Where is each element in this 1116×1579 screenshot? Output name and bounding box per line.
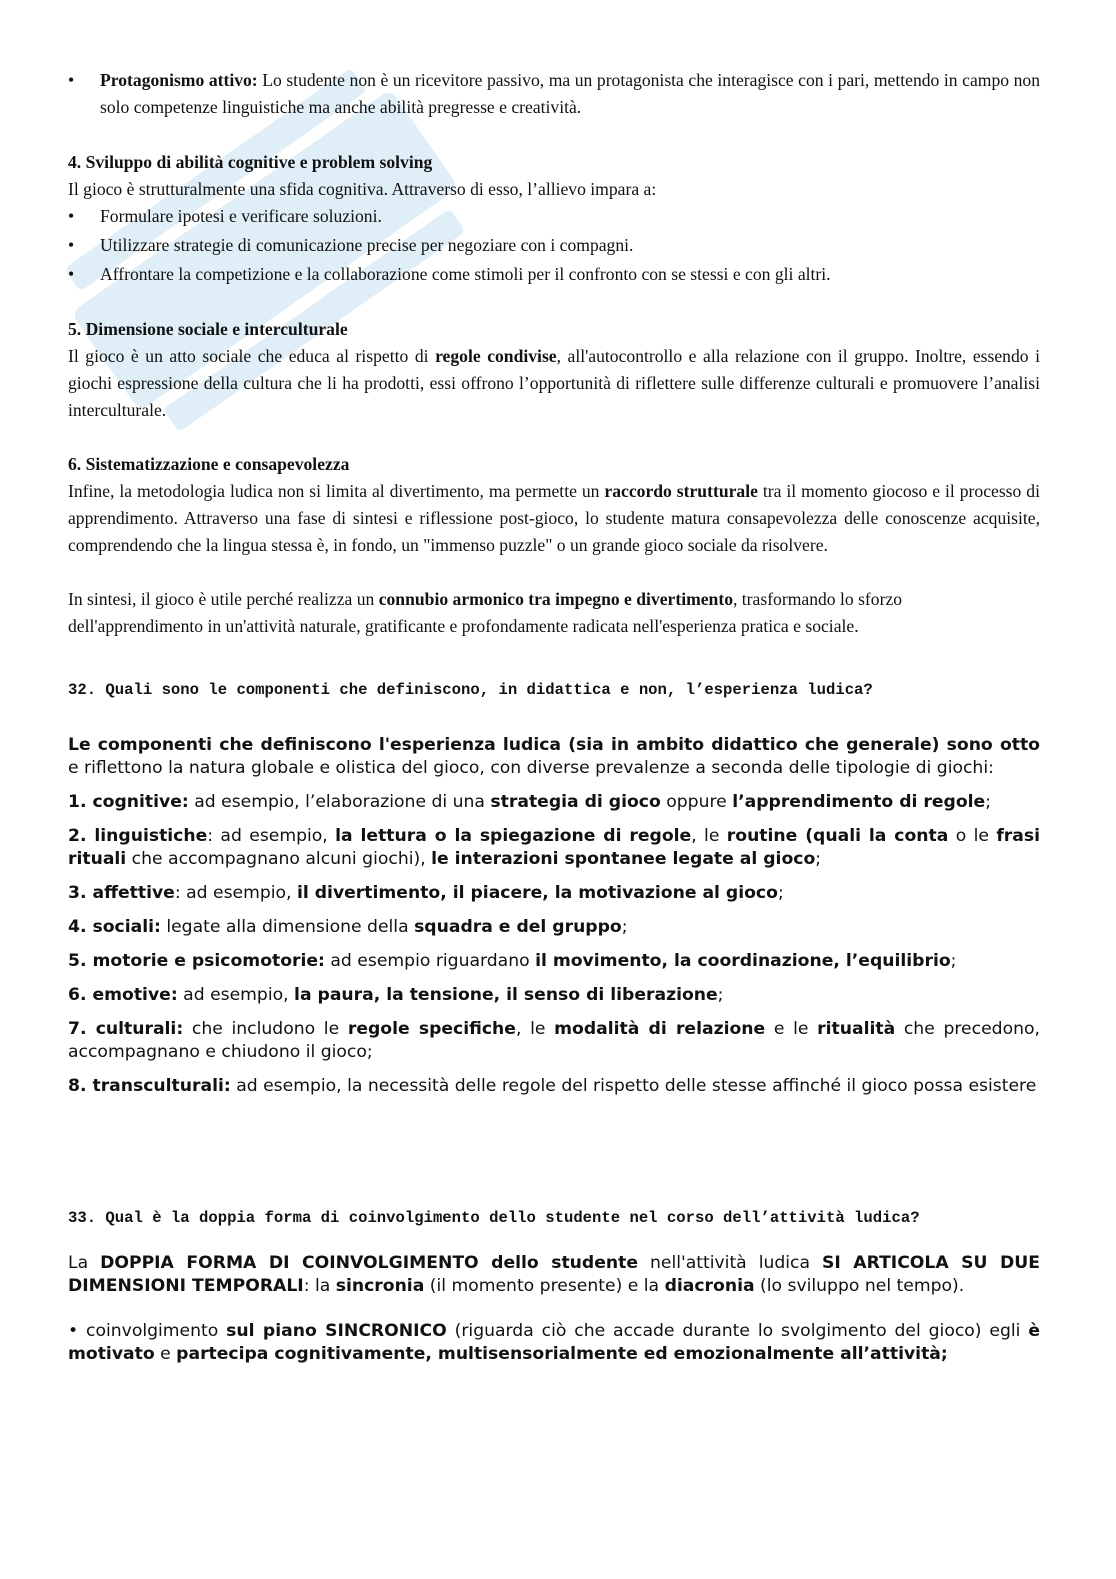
component-item: 1. cognitive: ad esempio, l’elaborazione di una strategia di gioco oppure l’apprendimento di regole; — [68, 792, 991, 812]
paragraph: Infine, la metodologia ludica non si limita al divertimento, ma permette un raccordo strutturale tra il momento giocoso e il processo di apprendimento. Attraverso una fase di sintesi e riflessione post-gioco, lo studente matura consapevolezza delle conoscenze acquisite, comprendendo che la lingua stessa è, in fondo, un "immenso puzzle" o un grande gioco sociale da risolvere. — [68, 481, 1040, 555]
item-text: Formulare ipotesi e verificare soluzioni. — [100, 206, 382, 226]
question-heading: 32. Quali sono le componenti che definiscono, in didattica e non, l’esperienza ludica? — [68, 681, 873, 699]
list-item — [68, 261, 1040, 288]
bullet-icon: • — [68, 70, 75, 90]
paragraph: Il gioco è un atto sociale che educa al rispetto di regole condivise, all'autocontrollo e alla relazione con il gruppo. Inoltre, essendo i giochi espressione della cultura che li ha prodotti, essi offrono l’opportunità di riflettere sulle differenze culturali e promuovere l’analisi interculturale. — [68, 346, 1040, 420]
answer-body — [68, 734, 1040, 1098]
component-item: 3. affettive: ad esempio, il divertimento, il piacere, la motivazione al gioco; — [68, 883, 784, 903]
question-heading: 33. Qual è la doppia forma di coinvolgimento dello studente nel corso dell’attività ludica? — [68, 1209, 920, 1227]
section-heading: 6. Sistematizzazione e consapevolezza — [68, 454, 350, 474]
item-text: Utilizzare strategie di comunicazione precise per negoziare con i compagni. — [100, 235, 634, 255]
section-heading: 4. Sviluppo di abilità cognitive e problem solving — [68, 152, 433, 172]
item-text: Affrontare la competizione e la collaborazione come stimoli per il confronto con se stessi e con gli altri. — [100, 264, 831, 284]
component-item: 2. linguistiche: ad esempio, la lettura o la spiegazione di regole, le routine (quali la conta o le frasi rituali che accompagnano alcuni giochi), le interazioni spontanee legate al gioco; — [68, 826, 1040, 869]
list-item — [68, 232, 1040, 259]
paragraph: In sintesi, il gioco è utile perché realizza un connubio armonico tra impegno e divertimento, trasformando lo sforzo dell'apprendimento in un'attività naturale, gratificante e profondamente radicata nell'esperienza pratica e sociale. — [68, 589, 903, 636]
answer-body — [68, 1252, 1040, 1366]
item-text: Lo studente non è un ricevitore passivo, ma un protagonista che interagisce con i pari, mettendo in campo non solo competenze linguistiche ma anche abilità pregresse e creatività. — [100, 70, 1040, 117]
list-item — [68, 203, 1040, 230]
paragraph: La DOPPIA FORMA DI COINVOLGIMENTO dello studente nell'attività ludica SI ARTICOLA SU DUE DIMENSIONI TEMPORALI: la sincronia (il momento presente) e la diacronia (lo sviluppo nel tempo). — [68, 1253, 1040, 1296]
item-label: Protagonismo attivo: — [100, 70, 258, 90]
paragraph: Il gioco è strutturalmente una sfida cognitiva. Attraverso di esso, l’allievo impara a: — [68, 179, 657, 199]
paragraph: Le componenti che definiscono l'esperienza ludica (sia in ambito didattico che generale) sono otto e riflettono la natura globale e olistica del gioco, con diverse prevalenze a seconda delle tipologie di giochi: — [68, 735, 1040, 778]
list-item — [68, 67, 1040, 121]
section-heading: 5. Dimensione sociale e interculturale — [68, 319, 348, 339]
component-item: 7. culturali: che includono le regole specifiche, le modalità di relazione e le ritualità che precedono, accompagnano e chiudono il gioco; — [68, 1019, 1040, 1062]
bullet-icon: • — [68, 264, 75, 284]
component-item: 4. sociali: legate alla dimensione della squadra e del gruppo; — [68, 917, 628, 937]
component-item: 8. transculturali: ad esempio, la necessità delle regole del rispetto delle stesse affinché il gioco possa esistere — [68, 1076, 1037, 1096]
component-item: 5. motorie e psicomotorie: ad esempio riguardano il movimento, la coordinazione, l’equilibrio; — [68, 951, 957, 971]
bullet-icon: • — [68, 206, 75, 226]
component-item: 6. emotive: ad esempio, la paura, la tensione, il senso di liberazione; — [68, 985, 724, 1005]
bullet-icon: • — [68, 235, 75, 255]
paragraph: • coinvolgimento sul piano SINCRONICO (riguarda ciò che accade durante lo svolgimento del gioco) egli è motivato e partecipa cognitivamente, multisensorialmente ed emozionalmente all’attività; — [68, 1321, 1040, 1364]
components-list — [68, 791, 1040, 1098]
